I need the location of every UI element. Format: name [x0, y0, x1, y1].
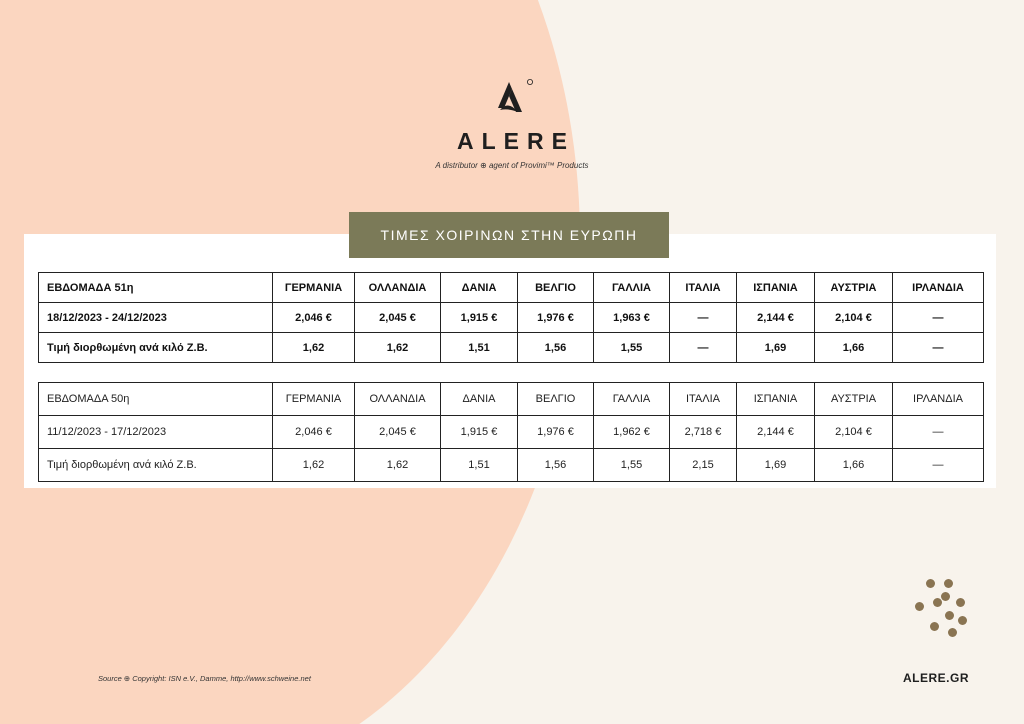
table-cell: 1,69	[737, 333, 815, 363]
row-label-cell: Τιμή διορθωμένη ανά κιλό Ζ.Β.	[39, 449, 273, 482]
table-cell: 1,963 €	[594, 303, 670, 333]
table-cell: 2,718 €	[670, 416, 737, 449]
table-cell: 2,045 €	[355, 416, 441, 449]
table-cell: ΔΑΝΙΑ	[441, 383, 518, 416]
table-cell: ΙΣΠΑΝΙΑ	[737, 273, 815, 303]
row-label-cell: ΕΒΔΟΜΑΔΑ 51η	[39, 273, 273, 303]
table-cell: 1,62	[273, 449, 355, 482]
table-cell: 1,69	[737, 449, 815, 482]
table-cell: ΑΥΣΤΡΙΑ	[815, 383, 893, 416]
table-cell: —	[893, 449, 984, 482]
alere-logo-icon	[490, 78, 534, 118]
website-label: ALERE.GR	[903, 671, 970, 685]
table-cell: —	[670, 303, 737, 333]
table-cell: —	[893, 416, 984, 449]
table-cell: 1,62	[355, 333, 441, 363]
source-copyright: Source ⊕ Copyright: ISN e.V., Damme, http://www.schweine.net	[98, 674, 311, 683]
table-cell: ΙΤΑΛΙΑ	[670, 273, 737, 303]
table-cell: —	[893, 303, 984, 333]
table-cell: ΙΣΠΑΝΙΑ	[737, 383, 815, 416]
table-cell: ΙΡΛΑΝΔΙΑ	[893, 383, 984, 416]
table-cell: ΙΤΑΛΙΑ	[670, 383, 737, 416]
table-cell: ΓΕΡΜΑΝΙΑ	[273, 383, 355, 416]
table-cell: 1,51	[441, 333, 518, 363]
table-cell: ΑΥΣΤΡΙΑ	[815, 273, 893, 303]
table-row	[39, 449, 984, 482]
table-cell: 1,62	[355, 449, 441, 482]
table-cell: ΒΕΛΓΙΟ	[518, 383, 594, 416]
table-row	[39, 416, 984, 449]
brand-tagline: A distributor ⊕ agent of Provimi™ Products	[435, 161, 589, 170]
table-cell: 1,55	[594, 333, 670, 363]
dot	[948, 628, 957, 637]
table-cell: 2,15	[670, 449, 737, 482]
week51-table	[38, 272, 984, 363]
week50-body	[39, 383, 984, 482]
table-cell: 2,104 €	[815, 303, 893, 333]
dot	[926, 579, 935, 588]
row-label-cell: 11/12/2023 - 17/12/2023	[39, 416, 273, 449]
table-cell: 2,144 €	[737, 416, 815, 449]
dot	[941, 592, 950, 601]
table-cell: 2,104 €	[815, 416, 893, 449]
dot	[945, 611, 954, 620]
table-cell: —	[670, 333, 737, 363]
table-cell: 1,962 €	[594, 416, 670, 449]
table-row	[39, 303, 984, 333]
dots-decoration-icon	[912, 576, 972, 638]
brand-name: ALERE	[457, 128, 575, 154]
dot	[933, 598, 942, 607]
logo-block	[0, 78, 1024, 170]
table-cell: 2,144 €	[737, 303, 815, 333]
table-cell: ΟΛΛΑΝΔΙΑ	[355, 383, 441, 416]
table-cell: —	[893, 333, 984, 363]
table-cell: 1,976 €	[518, 416, 594, 449]
table-cell: 1,915 €	[441, 416, 518, 449]
table-row	[39, 333, 984, 363]
table-cell: 1,56	[518, 333, 594, 363]
week50-table	[38, 382, 984, 482]
row-label-cell: Τιμή διορθωμένη ανά κιλό Ζ.Β.	[39, 333, 273, 363]
table-cell: ΙΡΛΑΝΔΙΑ	[893, 273, 984, 303]
table-cell: 1,66	[815, 449, 893, 482]
table-cell: 1,66	[815, 333, 893, 363]
dot	[956, 598, 965, 607]
row-label-cell: ΕΒΔΟΜΑΔΑ 50η	[39, 383, 273, 416]
table-header-row	[39, 383, 984, 416]
dot	[958, 616, 967, 625]
table-cell: ΓΑΛΛΙΑ	[594, 273, 670, 303]
dot	[930, 622, 939, 631]
dot	[915, 602, 924, 611]
table-cell: 2,045 €	[355, 303, 441, 333]
table-cell: 1,976 €	[518, 303, 594, 333]
table-cell: ΟΛΛΑΝΔΙΑ	[355, 273, 441, 303]
table-cell: 2,046 €	[273, 303, 355, 333]
dot	[944, 579, 953, 588]
page-title: ΤΙΜΕΣ ΧΟΙΡΙΝΩΝ ΣΤΗΝ ΕΥΡΩΠΗ	[349, 212, 669, 258]
table-cell: ΓΑΛΛΙΑ	[594, 383, 670, 416]
row-label-cell: 18/12/2023 - 24/12/2023	[39, 303, 273, 333]
table-cell: 1,51	[441, 449, 518, 482]
table-cell: 1,62	[273, 333, 355, 363]
table-cell: 1,915 €	[441, 303, 518, 333]
week51-body	[39, 273, 984, 363]
table-cell: ΓΕΡΜΑΝΙΑ	[273, 273, 355, 303]
table-cell: 1,56	[518, 449, 594, 482]
table-header-row	[39, 273, 984, 303]
table-cell: ΔΑΝΙΑ	[441, 273, 518, 303]
table-cell: ΒΕΛΓΙΟ	[518, 273, 594, 303]
table-cell: 2,046 €	[273, 416, 355, 449]
table-cell: 1,55	[594, 449, 670, 482]
